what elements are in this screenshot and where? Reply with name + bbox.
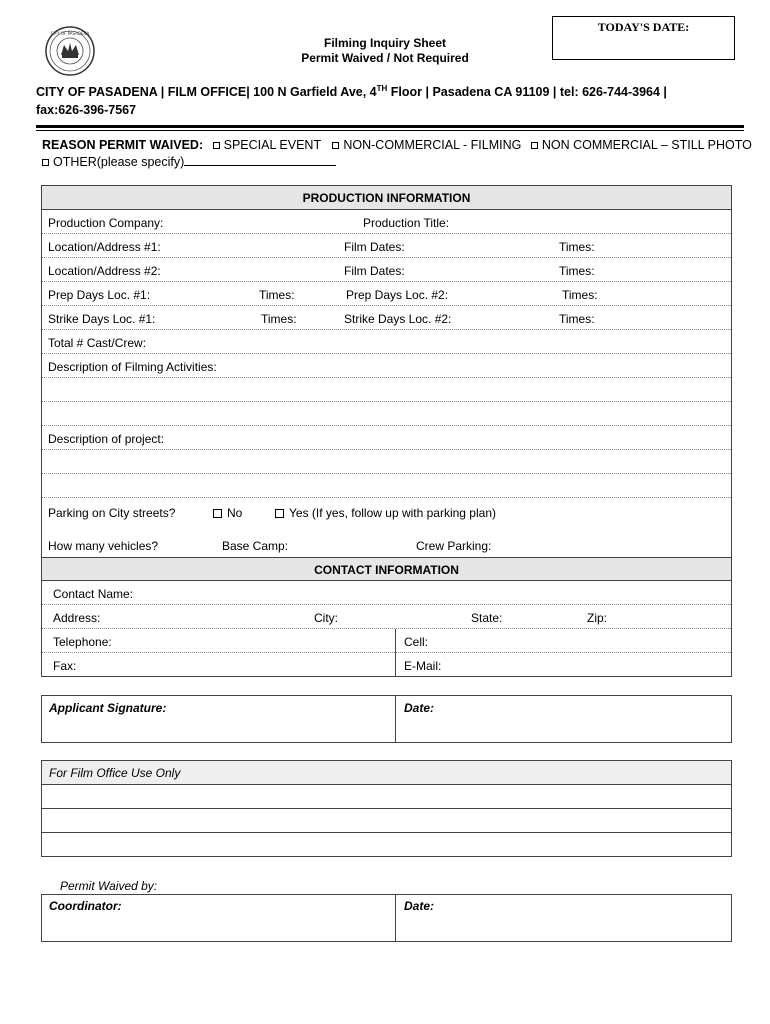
checkbox-icon	[42, 159, 49, 166]
row-parking: Parking on City streets? No Yes (If yes, follow up with parking plan) How many vehicles? Base Camp: Crew Parking:	[48, 506, 496, 553]
form-title: Filming Inquiry Sheet	[323, 36, 446, 50]
coordinator-box[interactable]	[41, 894, 732, 942]
applicant-signature-box[interactable]	[41, 695, 732, 743]
reason-option-other[interactable]: OTHER(please specify)	[42, 155, 336, 169]
svg-text:CITY OF PASADENA: CITY OF PASADENA	[50, 31, 90, 36]
applicant-signature-label: Applicant Signature:	[49, 701, 167, 715]
checkbox-icon	[213, 142, 220, 149]
film-office-heading: For Film Office Use Only	[49, 766, 181, 780]
production-info-heading: PRODUCTION INFORMATION	[42, 186, 731, 210]
row-contact-fax[interactable]: Fax: E-Mail:	[53, 659, 442, 673]
contact-column-divider	[395, 629, 396, 677]
office-use-line-2[interactable]	[42, 809, 731, 833]
row-project-description-line-2[interactable]	[42, 450, 731, 474]
reason-permit-waived	[42, 138, 752, 152]
row-project-description-line-3[interactable]	[42, 474, 731, 498]
office-address-line: CITY OF PASADENA | FILM OFFICE| 100 N Garfield Ave, 4TH Floor | Pasadena CA 91109 | tel: 626-744-3964 |	[36, 84, 667, 100]
parking-no-option[interactable]: No	[213, 506, 242, 520]
other-specify-line[interactable]	[184, 155, 336, 166]
coordinator-date-label: Date:	[404, 899, 435, 913]
contact-info-heading: CONTACT INFORMATION	[42, 557, 731, 581]
row-project-description[interactable]: Description of project:	[42, 426, 731, 450]
office-fax-line: fax:626-396-7567	[36, 103, 137, 117]
checkbox-icon	[332, 142, 339, 149]
film-office-heading-row	[42, 761, 731, 785]
row-prep-days[interactable]: Prep Days Loc. #1: Times: Prep Days Loc. #2: Times:	[42, 282, 731, 306]
coordinator-divider	[395, 895, 396, 941]
todays-date-box[interactable]	[552, 16, 735, 60]
header-divider	[36, 125, 744, 128]
permit-waived-by-label: Permit Waived by:	[60, 879, 158, 893]
checkbox-icon	[213, 509, 222, 518]
reason-option-special-event[interactable]: SPECIAL EVENT	[213, 138, 321, 152]
row-filming-activities-line-3[interactable]	[42, 402, 731, 426]
checkbox-icon	[275, 509, 284, 518]
row-contact-name[interactable]: Contact Name:	[42, 581, 731, 605]
city-seal-icon	[44, 25, 96, 77]
reason-option-non-commercial-filming[interactable]: NON-COMMERCIAL - FILMING	[332, 138, 521, 152]
checkbox-icon	[531, 142, 538, 149]
production-contact-box	[41, 185, 732, 677]
todays-date-label: TODAY'S DATE:	[597, 20, 690, 34]
row-cast-crew[interactable]: Total # Cast/Crew:	[42, 330, 731, 354]
row-contact-address[interactable]: Address: City: State: Zip:	[42, 605, 731, 629]
parking-yes-option[interactable]: Yes (If yes, follow up with parking plan)	[275, 506, 496, 520]
office-use-line-1[interactable]	[42, 785, 731, 809]
film-office-use-box	[41, 760, 732, 857]
reason-option-non-commercial-still-photo[interactable]: NON COMMERCIAL – STILL PHOTO	[531, 138, 752, 152]
header-divider-thin	[36, 130, 744, 131]
row-production-company[interactable]: Production Company: Production Title:	[42, 210, 731, 234]
row-filming-activities[interactable]: Description of Filming Activities:	[42, 354, 731, 378]
reason-label: REASON PERMIT WAIVED:	[42, 138, 204, 152]
office-use-line-3[interactable]	[42, 833, 731, 856]
row-location-1[interactable]: Location/Address #1: Film Dates: Times:	[42, 234, 731, 258]
row-location-2[interactable]: Location/Address #2: Film Dates: Times:	[42, 258, 731, 282]
signature-divider	[395, 696, 396, 742]
coordinator-label: Coordinator:	[49, 899, 122, 913]
form-subtitle: Permit Waived / Not Required	[301, 51, 469, 65]
row-filming-activities-line-2[interactable]	[42, 378, 731, 402]
row-strike-days[interactable]: Strike Days Loc. #1: Times: Strike Days Loc. #2: Times:	[42, 306, 731, 330]
signature-date-label: Date:	[404, 701, 435, 715]
row-contact-telephone[interactable]: Telephone: Cell:	[42, 629, 731, 653]
